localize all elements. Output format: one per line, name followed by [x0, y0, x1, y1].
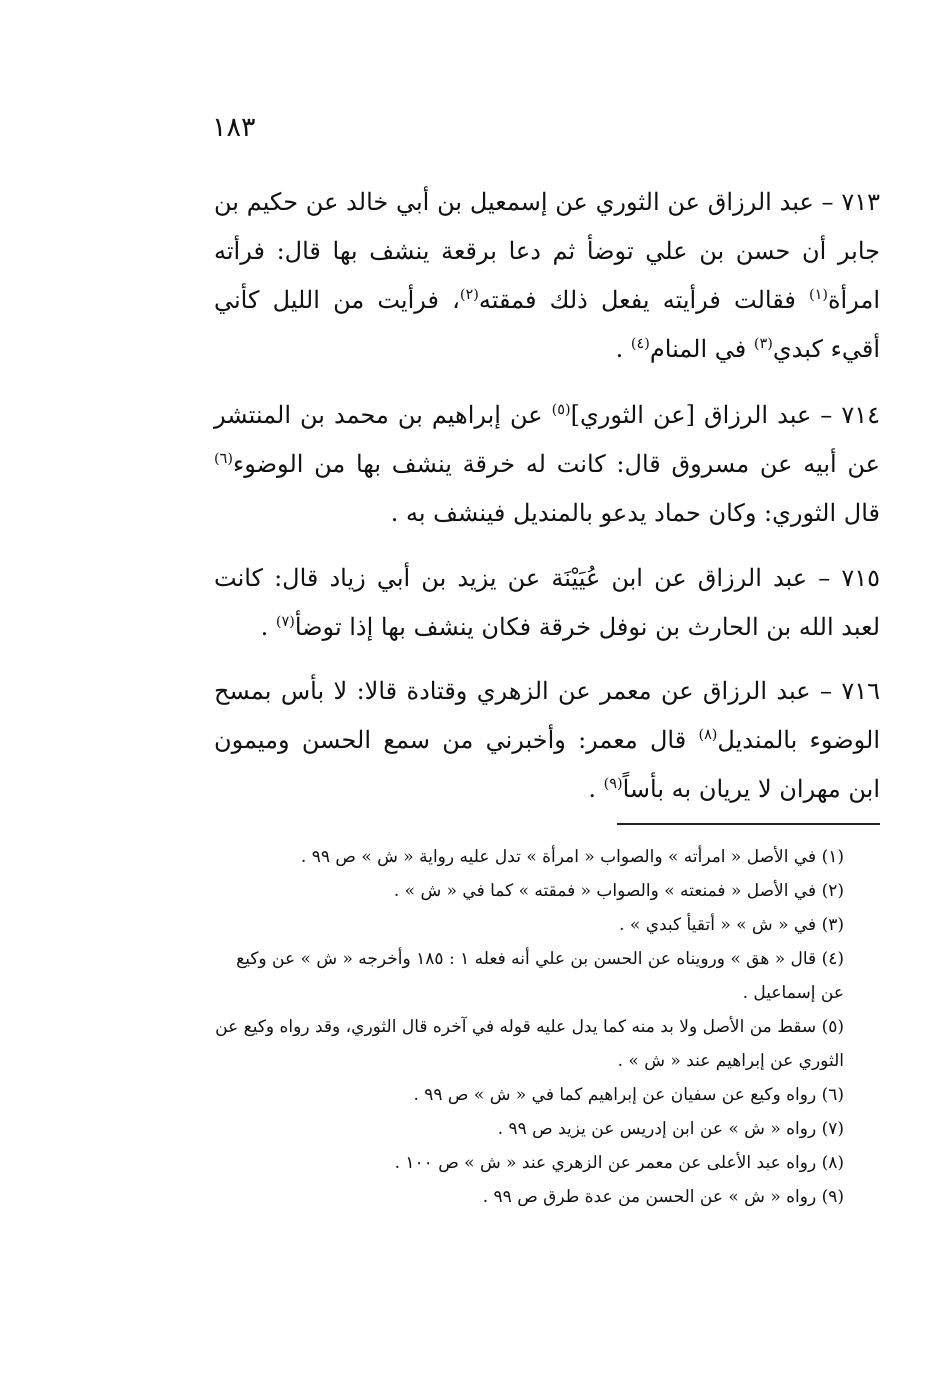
hadith-716: [214, 667, 880, 814]
page-number: ١٨٣: [212, 112, 256, 143]
text-run: قال معمر: وأخبرني من سمع الحسن وميمون ابن مهران لا يريان به بأساً: [214, 726, 880, 803]
footnote-marker: (٣): [753, 336, 773, 352]
footnote-divider: [617, 823, 880, 825]
hadith-715: [214, 554, 880, 652]
text-run: ، فرأيت من الليل كأني أقيء كبدي: [214, 286, 880, 363]
footnote-marker: (٢): [459, 287, 479, 303]
text-run: .: [588, 775, 604, 803]
footnote-marker: (٥): [551, 402, 571, 418]
text-run: .: [615, 335, 631, 363]
footnote-6: (٦) رواه وكيع عن سفيان عن إبراهيم كما في « ش » ص ٩٩ .: [413, 1085, 844, 1105]
footnote-9: (٩) رواه « ش » عن الحسن من عدة طرق ص ٩٩ .: [482, 1187, 844, 1207]
paragraph-text: [214, 178, 880, 374]
footnote-marker: (١): [809, 287, 828, 303]
footnote-7: (٧) رواه « ش » عن ابن إدريس عن يزيد ص ٩٩ .: [497, 1119, 844, 1139]
text-run: .: [260, 613, 276, 641]
paragraph-text: [214, 667, 880, 814]
paragraph-text: [214, 391, 880, 538]
footnote-1: (١) في الأصل « امرأته » والصواب « امرأة » تدل عليه رواية « ش » ص ٩٩ .: [300, 847, 844, 867]
footnote-marker: (٧): [275, 614, 295, 630]
text-run: في المنام: [649, 335, 754, 363]
footnote-marker: (٨): [698, 727, 718, 743]
footnote-2: (٢) في الأصل « فمنعته » والصواب « فمقته » كما في « ش » .: [393, 881, 844, 901]
footnote-marker: (٦): [214, 451, 233, 467]
hadith-713: [214, 178, 880, 374]
footnote-5: (٥) سقط من الأصل ولا بد منه كما يدل عليه قوله في آخره قال الثوري، وقد رواه وكيع عن الثوري عن إبراهيم عند « ش » .: [215, 1017, 844, 1071]
paragraph-text: [214, 554, 880, 652]
footnote-4: (٤) قال « هق » ورويناه عن الحسن بن علي أنه فعله ١ : ١٨٥ وأخرجه « ش » عن وكيع عن إسماعيل .: [236, 949, 844, 1003]
text-run: فقالت فرأيته يفعل ذلك فمقته: [478, 286, 809, 314]
footnote-marker: (٩): [603, 776, 623, 792]
footnote-8: (٨) رواه عبد الأعلى عن معمر عن الزهري عند « ش » ص ١٠٠ .: [394, 1153, 844, 1173]
footnotes: [214, 840, 880, 1214]
text-run: ٧١٦ – عبد الرزاق عن معمر عن الزهري وقتادة قالا: لا بأس بمسح الوضوء بالمنديل: [214, 677, 880, 754]
text-run: ٧١٣ – عبد الرزاق عن الثوري عن إسمعيل بن أبي خالد عن حكيم بن جابر أن حسن بن علي توضأ ثم دعا برقعة ينشف بها قال: فرأته امرأة: [214, 188, 880, 314]
text-run: ٧١٥ – عبد الرزاق عن ابن عُيَيْنَة عن يزيد بن أبي زياد قال: كانت لعبد الله بن الحارث بن نوفل خرقة فكان ينشف بها إذا توضأ: [214, 564, 880, 641]
text-run: عن إبراهيم بن محمد بن المنتشر عن أبيه عن مسروق قال: كانت له خرقة ينشف بها من الوضوء: [214, 401, 880, 478]
hadith-714: [214, 391, 880, 538]
footnote-marker: (٤): [630, 336, 650, 352]
text-run: ٧١٤ – عبد الرزاق [عن الثوري]: [570, 401, 881, 429]
text-run: قال الثوري: وكان حماد يدعو بالمنديل فينشف به .: [390, 499, 880, 527]
footnote-3: (٣) في « ش » « أتقيأ كبدي » .: [619, 915, 844, 935]
